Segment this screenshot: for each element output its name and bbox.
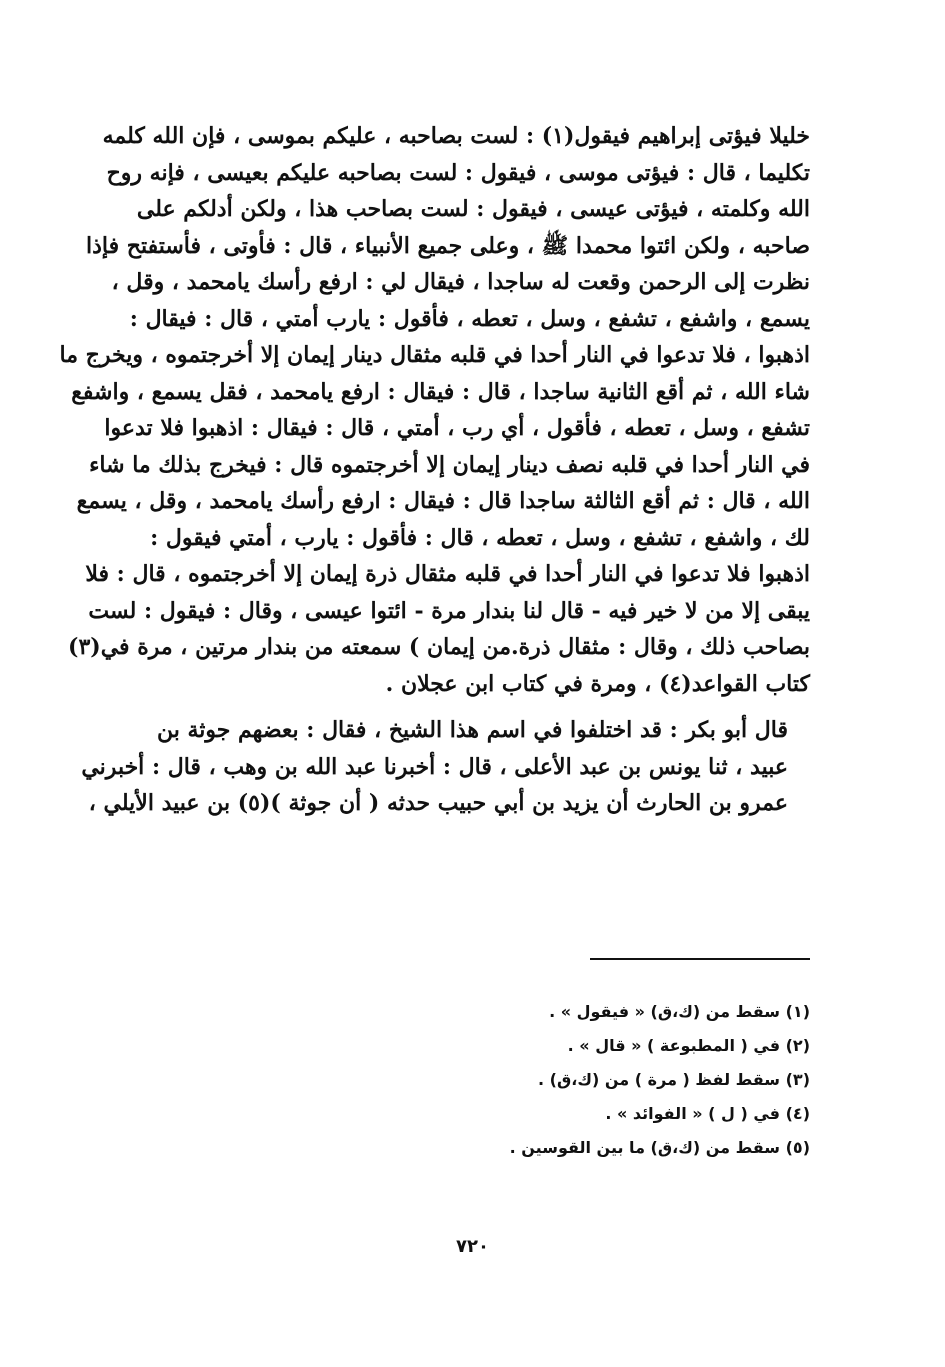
footnote-2: (٢) في ( المطبوعة ) « قال » . [567, 1036, 810, 1055]
text-line: كتاب القواعد(٤) ، ومرة في كتاب ابن عجلان . [385, 670, 810, 697]
text-line: الله ، قال : ثم أقع الثالثة ساجدا قال : فيقال : ارفع رأسك يامحمد ، وقل ، يسمع [76, 488, 810, 514]
text-line: يبقى إلا من لا خير فيه - قال لنا بندار مرة - ائتوا عيسى ، وقال : فيقول : لست [88, 597, 810, 624]
text-line: شاء الله ، ثم أقع الثانية ساجدا ، قال : فيقال : ارفع يامحمد ، فقل يسمع ، واشفع [71, 378, 810, 405]
text-line: بصاحب ذلك ، وقال : مثقال ذرة.من إيمان ) سمعته من بندار مرتين ، مرة في(٣) [68, 634, 810, 660]
footnote-5: (٥) سقط من (ك،ق) ما بين القوسين . [509, 1138, 810, 1157]
text-line: اذهبوا فلا تدعوا في النار أحدا في قلبه مثقال ذرة إيمان إلا أخرجتموه ، قال : فلا [85, 561, 810, 587]
page-number: ٧٢٠ [456, 1236, 489, 1257]
footnote-3: (٣) سقط لفظ ( مرة ) من (ك،ق) . [538, 1070, 810, 1089]
text-line: عبيد ، ثنا يونس بن عبد الأعلى ، قال : أخبرنا عبد الله بن وهب ، قال : أخبرني [81, 753, 788, 780]
text-line: تشفع ، وسل ، تعطه ، فأقول ، أي رب ، أمتي ، قال : فيقال : اذهبوا فلا تدعوا [104, 415, 810, 441]
text-line: نظرت إلى الرحمن وقعت له ساجدا ، فيقال لي : ارفع رأسك يامحمد ، وقل ، [111, 269, 810, 295]
text-line: صاحبه ، ولكن ائتوا محمدا ﷺ ، وعلى جميع الأنبياء ، قال : فأوتى ، فأستفتح فإذا [85, 232, 810, 259]
text-line: لك ، واشفع ، تشفع ، وسل ، تعطه ، قال : فأقول : يارب ، أمتي فيقول : [150, 524, 810, 551]
main-text [59, 118, 810, 822]
paragraph-2 [81, 712, 810, 822]
paragraph-1 [59, 118, 810, 702]
text-line: خليلا فيؤتى إبراهيم فيقول(١) : لست بصاحبه ، عليكم بموسى ، فإن الله كلمه [102, 123, 810, 149]
text-line: تكليما ، قال : فيؤتى موسى ، فيقول : لست بصاحبه عليكم بعيسى ، فإنه روح [106, 159, 810, 186]
text-line: عمرو بن الحارث أن يزيد بن أبي حبيب حدثه ( أن جوثة )(٥) بن عبيد الأيلي ، [88, 790, 788, 816]
footnote-4: (٤) في ( ل ) « الفوائد » . [605, 1104, 810, 1123]
text-line: قال أبو بكر : قد اختلفوا في اسم هذا الشيخ ، فقال : بعضهم جوثة بن [156, 717, 788, 743]
footnotes [380, 995, 810, 1165]
text-line: اذهبوا ، فلا تدعوا في النار أحدا في قلبه مثقال دينار إيمان إلا أخرجتموه ، ويخرج ما [59, 342, 810, 368]
text-line: في النار أحدا في قلبه نصف دينار إيمان إلا أخرجتموه قال : فيخرج بذلك ما شاء [89, 451, 810, 478]
footnote-1: (١) سقط من (ك،ق) « فيقول » . [549, 1002, 810, 1021]
text-line: يسمع ، واشفع ، تشفع ، وسل ، تعطه ، فأقول : يارب أمتي ، قال : فيقال : [129, 305, 810, 332]
footnote-separator [590, 958, 810, 960]
text-line: الله وكلمته ، فيؤتى عيسى ، فيقول : لست بصاحب هذا ، ولكن أدلكم على [136, 196, 810, 222]
